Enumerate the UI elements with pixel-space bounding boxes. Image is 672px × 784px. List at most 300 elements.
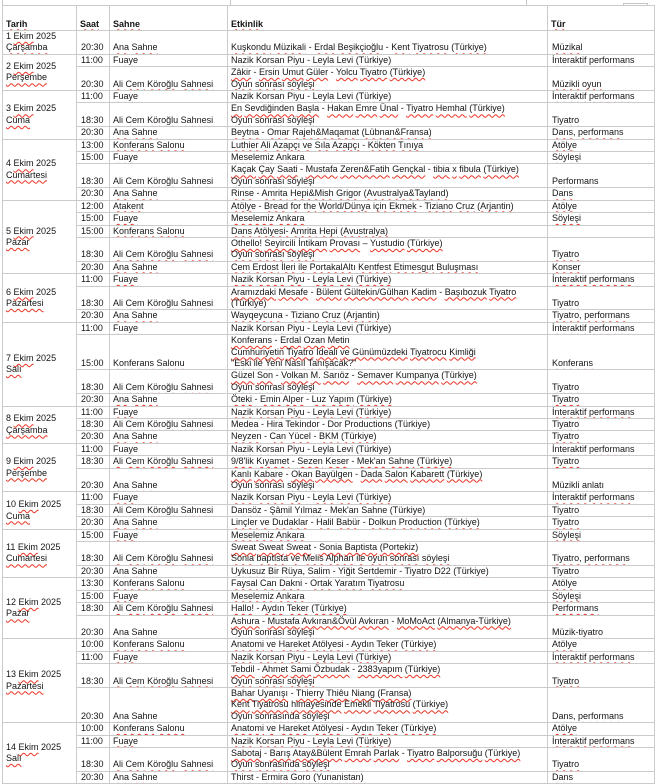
venue-cell[interactable]: [110, 419, 228, 431]
type-cell[interactable]: [548, 213, 655, 225]
word: söyleşi: [302, 759, 330, 770]
word: Atölyesi: [312, 723, 344, 734]
time-cell[interactable]: [77, 565, 110, 577]
word: Ekim: [13, 225, 34, 236]
date-cell[interactable]: [3, 639, 77, 723]
word: Salonu: [156, 723, 185, 734]
word: Tiyatro: [552, 394, 580, 405]
event-cell[interactable]: [228, 164, 548, 188]
word: Tiyatro,: [552, 310, 582, 321]
word: World/Dünya: [318, 200, 371, 211]
word: Konferans: [113, 723, 155, 734]
venue-cell[interactable]: [110, 639, 228, 651]
venue-cell[interactable]: [110, 261, 228, 273]
date-cell[interactable]: [3, 274, 77, 323]
type-cell[interactable]: [548, 529, 655, 541]
word: Tanışacak?": [307, 357, 357, 368]
venue-cell[interactable]: [110, 651, 228, 663]
type-cell[interactable]: [548, 517, 655, 529]
event-cell[interactable]: [228, 200, 548, 212]
word: Emekli: [344, 699, 372, 710]
date-cell[interactable]: [3, 31, 77, 55]
event-row: [3, 139, 655, 151]
word: Thirst: [231, 771, 254, 782]
word: 2025: [36, 103, 57, 114]
word: Sezen: [297, 456, 323, 467]
type-cell[interactable]: [548, 723, 655, 735]
venue-cell[interactable]: [110, 468, 228, 492]
time-cell[interactable]: [77, 225, 110, 237]
time-cell[interactable]: [77, 394, 110, 406]
word: Ana: [113, 310, 130, 321]
event-cell[interactable]: [228, 103, 548, 127]
column-header-sahne[interactable]: [110, 6, 228, 31]
column-header-tur[interactable]: [548, 6, 655, 31]
word: -: [261, 419, 265, 429]
event-row: [3, 103, 655, 127]
word: Tiyatro: [360, 67, 388, 78]
type-cell[interactable]: [548, 310, 655, 322]
word: Pazartesi: [6, 680, 44, 691]
word: Baptista: [344, 542, 378, 553]
word: Ali: [260, 139, 271, 150]
type-cell[interactable]: [548, 188, 655, 200]
type-cell[interactable]: [548, 31, 655, 55]
venue-cell[interactable]: [110, 578, 228, 590]
event-cell[interactable]: [228, 651, 548, 663]
type-cell[interactable]: [548, 91, 655, 103]
type-cell[interactable]: [548, 164, 655, 188]
time-cell[interactable]: [77, 322, 110, 334]
event-cell[interactable]: [228, 771, 548, 783]
event-cell[interactable]: [228, 492, 548, 504]
word: -: [313, 431, 317, 442]
time-cell[interactable]: [77, 615, 110, 639]
word: 20:30: [81, 771, 104, 782]
time-cell[interactable]: [77, 529, 110, 541]
type-cell[interactable]: [548, 578, 655, 590]
word: Cem: [125, 114, 145, 125]
event-cell[interactable]: [228, 443, 548, 455]
word: Salim: [307, 565, 331, 576]
event-cell[interactable]: [228, 517, 548, 529]
event-cell[interactable]: [228, 127, 548, 139]
date-cell[interactable]: [3, 492, 77, 529]
event-cell[interactable]: [228, 529, 548, 541]
type-cell[interactable]: [548, 67, 655, 91]
date-cell[interactable]: [3, 54, 77, 90]
type-cell[interactable]: [548, 261, 655, 273]
venue-cell[interactable]: [110, 225, 228, 237]
word: İnteraktif: [552, 492, 587, 503]
time-cell[interactable]: [77, 542, 110, 566]
word: İdeali: [316, 346, 338, 357]
time-cell[interactable]: [77, 419, 110, 431]
type-cell[interactable]: [548, 431, 655, 443]
word: Cruz: [455, 200, 475, 211]
type-cell[interactable]: [548, 771, 655, 783]
venue-cell[interactable]: [110, 152, 228, 164]
word: Sahne: [131, 710, 158, 721]
time-cell[interactable]: [77, 504, 110, 516]
event-cell[interactable]: [228, 188, 548, 200]
word: Konser: [552, 261, 581, 272]
event-cell[interactable]: [228, 504, 548, 516]
word: Zâkir: [231, 67, 251, 78]
word: 18:30: [81, 553, 104, 564]
time-cell[interactable]: [77, 200, 110, 212]
event-cell[interactable]: [228, 664, 548, 688]
event-cell[interactable]: [228, 406, 548, 418]
word: Salon: [384, 468, 408, 479]
event-cell[interactable]: [228, 237, 548, 261]
event-cell[interactable]: [228, 639, 548, 651]
word: D22: [434, 565, 451, 576]
word: 2025: [41, 741, 62, 752]
time-cell[interactable]: [77, 735, 110, 747]
event-cell[interactable]: [228, 431, 548, 443]
word: Neyzen: [231, 431, 262, 442]
date-cell[interactable]: [3, 139, 77, 200]
event-cell[interactable]: [228, 615, 548, 639]
type-cell[interactable]: [548, 590, 655, 602]
word: sonrasında: [255, 710, 300, 721]
type-cell[interactable]: [548, 370, 655, 394]
type-cell[interactable]: [548, 565, 655, 577]
word: -: [310, 517, 314, 528]
event-cell[interactable]: [228, 394, 548, 406]
word: Yeni: [265, 357, 283, 368]
event-cell[interactable]: [228, 286, 548, 310]
time-cell[interactable]: [77, 443, 110, 455]
word: Bayülgen: [315, 468, 353, 479]
word: Leyla: [312, 651, 335, 662]
venue-cell[interactable]: [110, 747, 228, 771]
date-cell[interactable]: [3, 578, 77, 639]
word: Omar: [267, 127, 290, 138]
type-cell[interactable]: [548, 139, 655, 151]
type-cell[interactable]: [548, 456, 655, 468]
word: 2025: [41, 669, 62, 680]
venue-cell[interactable]: [110, 735, 228, 747]
type-cell[interactable]: [548, 394, 655, 406]
word: Müzikali: [273, 42, 307, 53]
word: Ekim: [13, 158, 34, 169]
time-cell[interactable]: [77, 468, 110, 492]
time-cell[interactable]: [77, 578, 110, 590]
event-cell[interactable]: [228, 152, 548, 164]
type-cell[interactable]: [548, 274, 655, 286]
word: oyun: [582, 78, 602, 89]
venue-cell[interactable]: [110, 274, 228, 286]
event-cell[interactable]: [228, 54, 548, 66]
time-cell[interactable]: [77, 237, 110, 261]
venue-cell[interactable]: [110, 542, 228, 566]
event-cell[interactable]: [228, 590, 548, 602]
time-cell[interactable]: [77, 370, 110, 394]
word: Etkinlik: [231, 18, 264, 29]
word: Pazar: [6, 608, 30, 619]
event-cell[interactable]: [228, 261, 548, 273]
time-cell[interactable]: [77, 164, 110, 188]
word: Piyu: [287, 406, 305, 417]
time-cell[interactable]: [77, 771, 110, 783]
venue-cell[interactable]: [110, 723, 228, 735]
venue-cell[interactable]: [110, 615, 228, 639]
word: -: [300, 164, 304, 175]
type-cell[interactable]: [548, 615, 655, 639]
word: 11:00: [81, 406, 103, 417]
venue-cell[interactable]: [110, 492, 228, 504]
word: 11:00: [81, 91, 103, 102]
type-cell[interactable]: [548, 542, 655, 566]
time-cell[interactable]: [77, 54, 110, 66]
type-cell[interactable]: [548, 664, 655, 688]
column-header-saat[interactable]: [77, 6, 110, 31]
type-cell[interactable]: [548, 468, 655, 492]
time-cell[interactable]: [77, 492, 110, 504]
time-cell[interactable]: [77, 639, 110, 651]
word: Erdal: [280, 335, 302, 346]
venue-cell[interactable]: [110, 603, 228, 615]
word: Nazik: [231, 91, 254, 102]
time-cell[interactable]: [77, 139, 110, 151]
word: Güler: [306, 67, 329, 78]
venue-cell[interactable]: [110, 213, 228, 225]
word: Thiêu: [326, 687, 349, 698]
word: Ankara: [276, 590, 305, 601]
venue-cell[interactable]: [110, 370, 228, 394]
event-cell[interactable]: [228, 687, 548, 722]
event-cell[interactable]: [228, 225, 548, 237]
time-cell[interactable]: [77, 91, 110, 103]
type-cell[interactable]: [548, 504, 655, 516]
column-header-etkinlik[interactable]: [228, 6, 548, 31]
word: Köroğlu: [147, 175, 179, 186]
time-cell[interactable]: [77, 687, 110, 722]
venue-cell[interactable]: [110, 322, 228, 334]
event-cell[interactable]: [228, 565, 548, 577]
event-cell[interactable]: [228, 274, 548, 286]
event-cell[interactable]: [228, 335, 548, 370]
venue-cell[interactable]: [110, 590, 228, 602]
type-cell[interactable]: [548, 651, 655, 663]
venue-cell[interactable]: [110, 664, 228, 688]
time-cell[interactable]: [77, 664, 110, 688]
time-cell[interactable]: [77, 213, 110, 225]
date-cell[interactable]: [3, 723, 77, 784]
word: sonrası: [255, 114, 285, 125]
event-cell[interactable]: [228, 322, 548, 334]
word: Nazik: [231, 735, 254, 746]
word: performans: [589, 406, 635, 417]
venue-cell[interactable]: [110, 394, 228, 406]
venue-cell[interactable]: [110, 565, 228, 577]
word: Ana: [113, 394, 130, 405]
time-cell[interactable]: [77, 431, 110, 443]
word: (Arjantin): [343, 310, 380, 321]
type-cell[interactable]: [548, 603, 655, 615]
event-cell[interactable]: [228, 468, 548, 492]
word: Ekim: [13, 413, 34, 424]
word: Piyu: [287, 735, 305, 746]
venue-cell[interactable]: [110, 431, 228, 443]
event-cell[interactable]: [228, 213, 548, 225]
word: Kimliği: [449, 346, 476, 357]
venue-cell[interactable]: [110, 200, 228, 212]
date-cell[interactable]: [3, 91, 77, 140]
event-cell[interactable]: [228, 578, 548, 590]
type-cell[interactable]: [548, 322, 655, 334]
date-cell[interactable]: [3, 529, 77, 578]
venue-cell[interactable]: [110, 406, 228, 418]
date-cell[interactable]: [3, 406, 77, 443]
word: Piyu: [287, 443, 305, 454]
type-cell[interactable]: [548, 127, 655, 139]
time-cell[interactable]: [77, 456, 110, 468]
event-cell[interactable]: [228, 91, 548, 103]
venue-cell[interactable]: [110, 103, 228, 127]
time-cell[interactable]: [77, 406, 110, 418]
column-header-tarih[interactable]: [3, 6, 77, 31]
venue-cell[interactable]: [110, 687, 228, 722]
type-cell[interactable]: [548, 335, 655, 370]
event-cell[interactable]: [228, 747, 548, 771]
type-cell[interactable]: [548, 200, 655, 212]
word: Dansöz: [231, 504, 262, 515]
time-cell[interactable]: [77, 31, 110, 55]
venue-cell[interactable]: [110, 67, 228, 91]
event-cell[interactable]: [228, 723, 548, 735]
time-cell[interactable]: [77, 590, 110, 602]
type-cell[interactable]: [548, 747, 655, 771]
word: Leyla: [312, 492, 335, 503]
time-cell[interactable]: [77, 517, 110, 529]
time-cell[interactable]: [77, 103, 110, 127]
word: Leyla: [312, 735, 335, 746]
venue-cell[interactable]: [110, 529, 228, 541]
type-cell[interactable]: [548, 492, 655, 504]
time-cell[interactable]: [77, 335, 110, 370]
word: Yiğit: [337, 565, 356, 576]
venue-cell[interactable]: [110, 286, 228, 310]
venue-cell[interactable]: [110, 771, 228, 783]
venue-cell[interactable]: [110, 139, 228, 151]
event-cell[interactable]: [228, 419, 548, 431]
word: Kaçak: [231, 164, 257, 175]
venue-cell[interactable]: [110, 310, 228, 322]
type-cell[interactable]: [548, 639, 655, 651]
event-row: [3, 310, 655, 322]
word: Grigor: [336, 188, 362, 199]
venue-cell[interactable]: [110, 504, 228, 516]
event-cell[interactable]: [228, 310, 548, 322]
time-cell[interactable]: [77, 603, 110, 615]
word: 2025: [36, 225, 57, 236]
word: Dans,: [552, 710, 576, 721]
venue-cell[interactable]: [110, 127, 228, 139]
time-cell[interactable]: [77, 651, 110, 663]
venue-cell[interactable]: [110, 54, 228, 66]
type-cell[interactable]: [548, 237, 655, 261]
time-cell[interactable]: [77, 152, 110, 164]
type-cell[interactable]: [548, 443, 655, 455]
word: ve: [266, 723, 277, 734]
time-cell[interactable]: [77, 723, 110, 735]
word: Bread: [264, 200, 289, 211]
event-cell[interactable]: [228, 370, 548, 394]
word: 20:30: [81, 78, 104, 89]
venue-cell[interactable]: [110, 456, 228, 468]
word: Nazik: [231, 492, 254, 503]
event-cell[interactable]: [228, 603, 548, 615]
word: Kumpanya: [395, 370, 439, 381]
word: Kökten: [367, 139, 396, 150]
type-cell[interactable]: [548, 286, 655, 310]
word: Nazik: [231, 651, 254, 662]
word: Köroğlu: [147, 78, 179, 89]
time-cell[interactable]: [77, 310, 110, 322]
time-cell[interactable]: [77, 188, 110, 200]
word: Faysal: [231, 578, 258, 589]
type-cell[interactable]: [548, 54, 655, 66]
word: -: [307, 406, 311, 417]
venue-cell[interactable]: [110, 91, 228, 103]
word: Volkan: [281, 370, 309, 381]
venue-cell[interactable]: [110, 517, 228, 529]
word: sonrası: [255, 78, 285, 89]
event-cell[interactable]: [228, 31, 548, 55]
venue-cell[interactable]: [110, 335, 228, 370]
time-cell[interactable]: [77, 286, 110, 310]
event-cell[interactable]: [228, 139, 548, 151]
event-cell[interactable]: [228, 735, 548, 747]
type-cell[interactable]: [548, 152, 655, 164]
type-cell[interactable]: [548, 735, 655, 747]
event-cell[interactable]: [228, 542, 548, 566]
time-cell[interactable]: [77, 127, 110, 139]
time-cell[interactable]: [77, 274, 110, 286]
type-cell[interactable]: [548, 419, 655, 431]
type-cell[interactable]: [548, 103, 655, 127]
word: 10:00: [81, 639, 104, 650]
venue-cell[interactable]: [110, 164, 228, 188]
event-cell[interactable]: [228, 67, 548, 91]
word: Tiyatrosu: [373, 699, 411, 710]
venue-cell[interactable]: [110, 443, 228, 455]
word: Productions: [344, 419, 393, 429]
type-cell[interactable]: [548, 687, 655, 722]
word: Rinse: [231, 188, 255, 199]
venue-cell[interactable]: [110, 188, 228, 200]
time-cell[interactable]: [77, 67, 110, 91]
word: Erdost: [252, 261, 279, 272]
word: Cem: [125, 759, 145, 770]
date-cell[interactable]: [3, 443, 77, 492]
event-cell[interactable]: [228, 456, 548, 468]
word: sonrası: [389, 553, 420, 564]
word: Fuaye: [113, 735, 139, 746]
type-cell[interactable]: [548, 406, 655, 418]
date-cell[interactable]: [3, 322, 77, 406]
venue-cell[interactable]: [110, 237, 228, 261]
venue-cell[interactable]: [110, 31, 228, 55]
date-cell[interactable]: [3, 200, 77, 273]
type-cell[interactable]: [548, 225, 655, 237]
time-cell[interactable]: [77, 747, 110, 771]
time-cell[interactable]: [77, 261, 110, 273]
word: -: [391, 615, 395, 626]
